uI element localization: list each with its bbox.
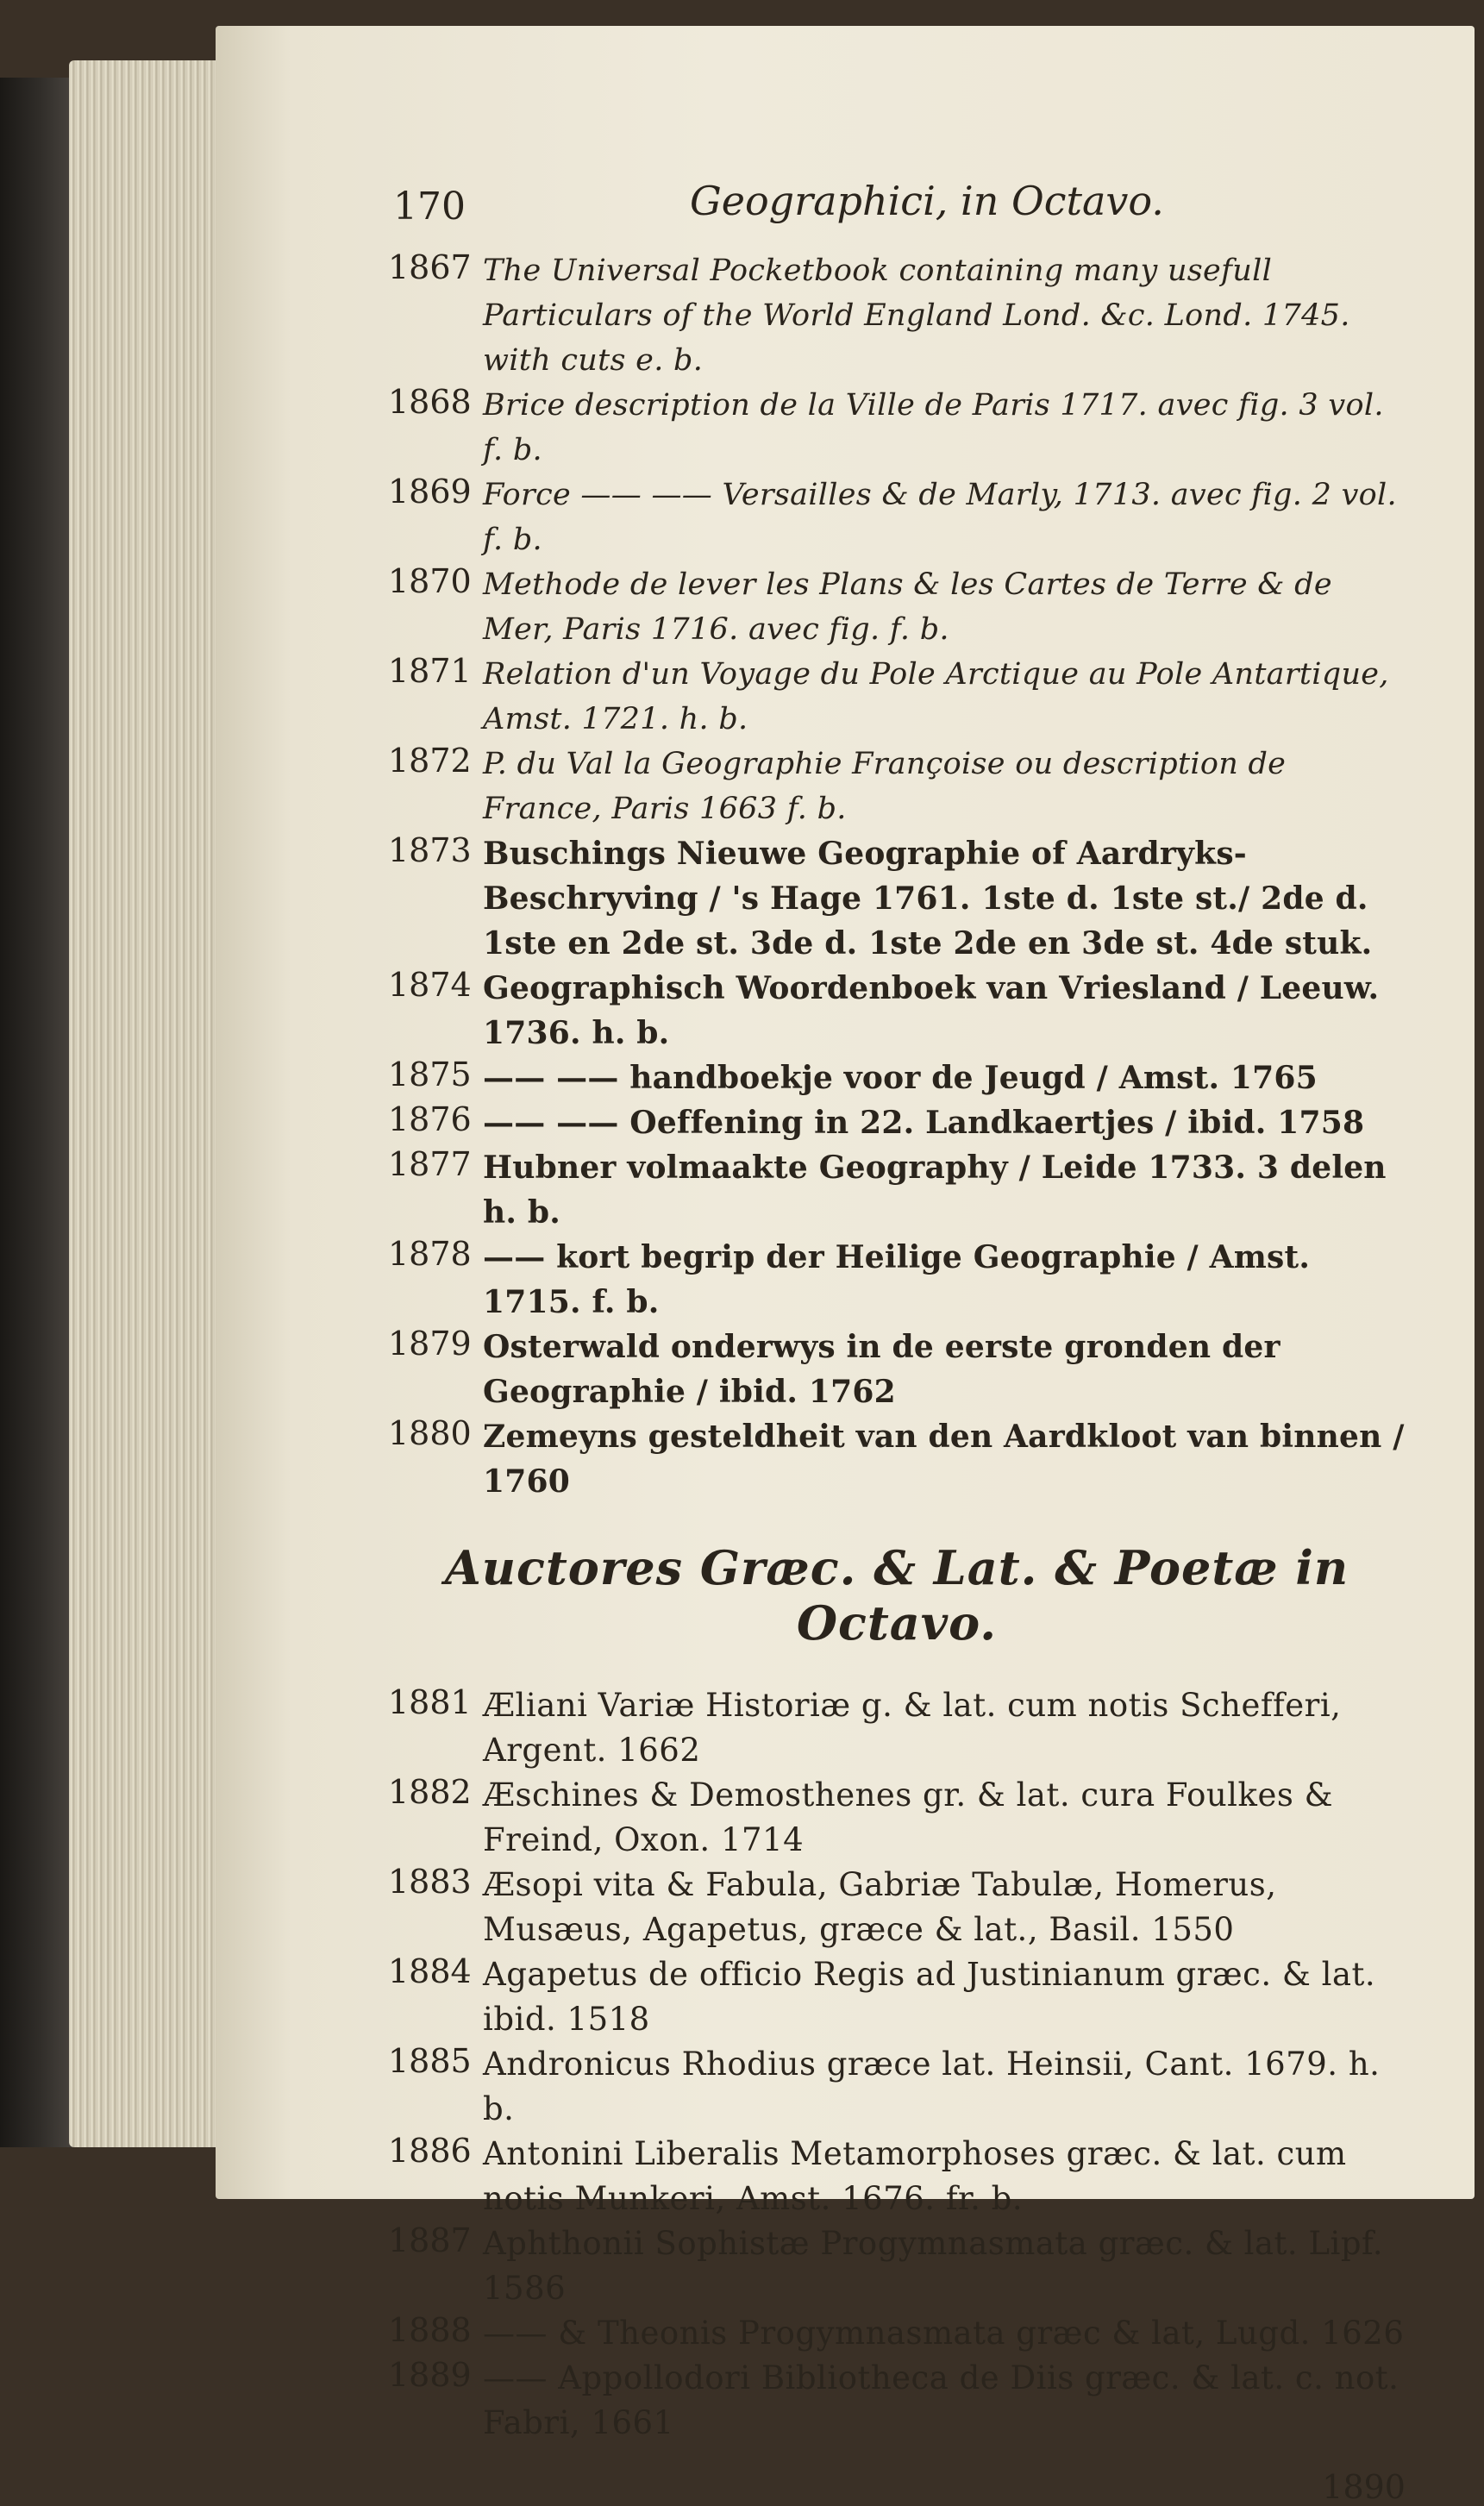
catalog-entry [388, 1683, 1406, 1773]
entry-text: Agapetus de officio Regis ad Justinianum græc. & lat. ibid. 1518 [483, 1956, 1376, 2038]
entry-number: 1885 [388, 2042, 472, 2080]
entry-text: Osterwald onderwys in de eerste gronden der Geographie / ibid. 1762 [483, 1329, 1280, 1410]
entry-text: —— & Theonis Progymnasmata græc & lat, Lugd. 1626 [483, 2315, 1405, 2352]
entry-number: 1872 [388, 742, 472, 780]
entry-number: 1888 [388, 2311, 472, 2349]
entry-number: 1879 [388, 1325, 472, 1363]
catalog-entry [388, 1145, 1406, 1235]
entry-text: —— —— Oeffening in 22. Landkaertjes / ibid. 1758 [483, 1105, 1365, 1141]
catalog-entries [388, 248, 1406, 2506]
entry-number: 1878 [388, 1235, 472, 1273]
catalog-entry [388, 2042, 1406, 2132]
catalog-entry [388, 1773, 1406, 1863]
entry-text: Æliani Variæ Historiæ g. & lat. cum notis Schefferi, Argent. 1662 [483, 1687, 1342, 1769]
running-head [388, 172, 1406, 233]
entry-number: 1871 [388, 652, 472, 690]
catalog-entry [388, 1325, 1406, 1414]
entry-text: Force —— —— Versailles & de Marly, 1713. avec fig. 2 vol. f. b. [483, 478, 1397, 557]
entry-text: Relation d'un Voyage du Pole Arctique au Pole Antartique, Amst. 1721. h. b. [483, 657, 1389, 736]
catalog-entry [388, 1952, 1406, 2042]
catalog-entry [388, 383, 1406, 473]
entry-number: 1886 [388, 2132, 472, 2170]
catchword: 1890 [1322, 2468, 1406, 2506]
entry-number: 1870 [388, 562, 472, 600]
entry-number: 1887 [388, 2221, 472, 2259]
entry-number: 1882 [388, 1773, 472, 1811]
entry-number: 1883 [388, 1863, 472, 1901]
catalog-entry [388, 1235, 1406, 1325]
catalog-entry [388, 652, 1406, 742]
entry-number: 1877 [388, 1145, 472, 1183]
page-number: 170 [393, 185, 466, 229]
catalog-entry [388, 2356, 1406, 2446]
section-heading: Auctores Græc. & Lat. & Poetæ in Octavo. [444, 1540, 1349, 1651]
catalog-entry [388, 2132, 1406, 2221]
entry-text: Æsopi vita & Fabula, Gabriæ Tabulæ, Homerus, Musæus, Agapetus, græce & lat., Basil. 1550 [483, 1866, 1277, 1948]
catalog-entry [388, 248, 1406, 383]
catalog-entry [388, 966, 1406, 1056]
entry-text: Antonini Liberalis Metamorphoses græc. & lat. cum notis Munkeri, Amst. 1676. fr. b. [483, 2135, 1347, 2217]
auctores-entries [388, 1683, 1406, 2446]
catalog-entry [388, 2221, 1406, 2311]
entry-number: 1884 [388, 1952, 472, 1990]
entry-text: Geographisch Woordenboek van Vriesland / Leeuw. 1736. h. b. [483, 970, 1380, 1051]
entry-number: 1868 [388, 383, 472, 421]
entry-text: Zemeyns gesteldheit van den Aardkloot van binnen / 1760 [483, 1419, 1405, 1500]
catalog-entry [388, 473, 1406, 562]
entry-number: 1875 [388, 1056, 472, 1093]
catalog-entry [388, 1414, 1406, 1504]
entry-text: —— Appollodori Bibliotheca de Diis græc. & lat. c. not. Fabri, 1661 [483, 2359, 1399, 2441]
entry-number: 1873 [388, 831, 472, 869]
entry-text: Andronicus Rhodius græce lat. Heinsii, Cant. 1679. h. b. [483, 2046, 1381, 2127]
entry-text: Aphthonii Sophistæ Progymnasmata græc. & lat. Lipf. 1586 [483, 2225, 1384, 2307]
catalog-entry [388, 1056, 1406, 1100]
entry-text: The Universal Pocketbook containing many usefull Particulars of the World England Lond. &c. Lond. 1745. with cuts e. b. [483, 254, 1350, 378]
catalog-entry [388, 742, 1406, 831]
entry-number: 1867 [388, 248, 472, 286]
entry-text: Æschines & Demosthenes gr. & lat. cura Foulkes & Freind, Oxon. 1714 [483, 1776, 1334, 1858]
entry-number: 1880 [388, 1414, 472, 1452]
catalog-entry [388, 1100, 1406, 1145]
geography-dutch-entries [388, 831, 1406, 1504]
entry-text: —— kort begrip der Heilige Geographie / Amst. 1715. f. b. [483, 1239, 1311, 1320]
entry-text: Hubner volmaakte Geography / Leide 1733. 3 delen h. b. [483, 1150, 1387, 1231]
entry-number: 1876 [388, 1100, 472, 1138]
catalog-entry [388, 2311, 1406, 2356]
geography-latin-entries [388, 248, 1406, 831]
catalog-entry [388, 562, 1406, 652]
entry-text: P. du Val la Geographie Françoise ou description de France, Paris 1663 f. b. [483, 747, 1287, 826]
running-title: Geographici, in Octavo. [690, 178, 1164, 224]
catalog-entry [388, 1863, 1406, 1952]
entry-number: 1874 [388, 966, 472, 1004]
entry-number: 1889 [388, 2356, 472, 2394]
entry-number: 1881 [388, 1683, 472, 1721]
entry-text: Methode de lever les Plans & les Cartes de Terre & de Mer, Paris 1716. avec fig. f. b. [483, 567, 1332, 647]
entry-number: 1869 [388, 473, 472, 511]
entry-text: Buschings Nieuwe Geographie of Aardryks-Beschryving / 's Hage 1761. 1ste d. 1ste st./ 2de d. 1ste en 2de st. 3de d. 1ste 2de en 3de st. 4de stuk. [483, 836, 1373, 962]
catalog-entry [388, 831, 1406, 966]
entry-text: —— —— handboekje voor de Jeugd / Amst. 1765 [483, 1060, 1318, 1096]
entry-text: Brice description de la Ville de Paris 1717. avec fig. 3 vol. f. b. [483, 388, 1384, 467]
